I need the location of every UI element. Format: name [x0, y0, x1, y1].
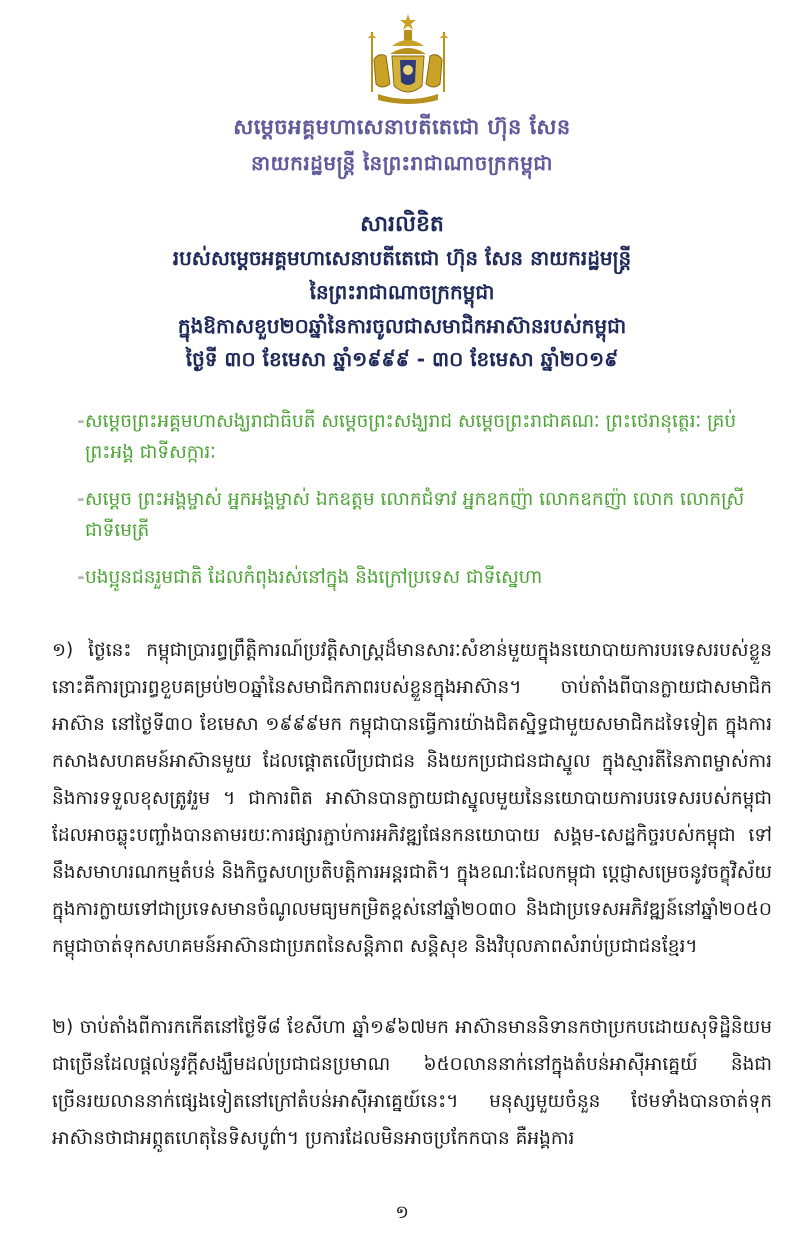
page-number: ១: [395, 1202, 409, 1223]
message-title-line-3: ក្នុងឱកាសខួប២០ឆ្នាំនៃការចូលជាសមាជិកអាស៊ានរបស់កម្ពុជា: [177, 314, 627, 338]
greeting-dash: -: [77, 567, 85, 588]
message-heading: សារលិខិត: [360, 212, 444, 237]
message-title-line-1: របស់សម្តេចអគ្គមហាសេនាបតីតេជោ ហ៊ុន សែន នាយករដ្ឋមន្ត្រី: [172, 246, 632, 270]
greeting-text: សម្តេចព្រះអគ្គមហាសង្ឃរាជាធិបតី សម្តេចព្រះសង្ឃរាជ សម្តេចព្រះរាជាគណៈ ព្រះថេរានុត្ថេរៈ គ្រប់ព្រះអង្គ ជាទីសក្ការៈ: [85, 411, 737, 463]
royal-emblem-icon: [368, 12, 448, 107]
greeting-dash: -: [77, 489, 85, 510]
greeting-item: [77, 406, 775, 468]
message-date-line: ថ្ងៃទី ៣០ ខែមេសា ឆ្នាំ១៩៩៩ - ៣០ ខែមេសា ឆ្នាំ២០១៩: [185, 347, 619, 371]
greeting-text: សម្តេច ព្រះអង្គម្ចាស់ អ្នកអង្គម្ចាស់ ឯកឧត្តម លោកជំទាវ អ្នកឧកញ៉ា លោកឧកញ៉ា លោក លោកស្រី ជាទីមេត្រី: [85, 489, 745, 541]
greeting-item: [77, 562, 775, 593]
body-paragraph-1: ១) ថ្ងៃនេះ កម្ពុជាប្រារព្ធព្រឹត្តិការណ៍ប្រវត្តិសាស្ត្រដ៏មានសារៈសំខាន់មួយក្នុងនយោបាយការបរទេសរបស់ខ្លួន នោះគឺការប្រារព្ធខួបគម្រប់២០ឆ្នាំនៃសមាជិកភាពរបស់ខ្លួនក្នុងអាស៊ាន។ ចាប់តាំងពីបានក្លាយជាសមាជិកអាស៊ាន នៅថ្ងៃទី៣០ ខែមេសា ១៩៩៩មក កម្ពុជាបានធ្វើការយ៉ាងជិតស្និទ្ធជាមួយសមាជិកដទៃទៀត ក្នុងការកសាងសហគមន៍អាស៊ានមួយ ដែលផ្តោតលើប្រជាជន និងយកប្រជាជនជាស្នូល ក្នុងស្មារតីនៃភាពម្ចាស់ការ និងការទទួលខុសត្រូវរួម ។ ជាការពិត អាស៊ានបានក្លាយជាស្នូលមួយនៃនយោបាយការបរទេសរបស់កម្ពុជា ដែលអាចឆ្លុះបញ្ចាំងបានតាមរយៈការផ្សារភ្ជាប់ការអភិវឌ្ឍផែនកនយោបាយ សង្គម-សេដ្ឋកិច្ចរបស់កម្ពុជា ទៅនឹងសមាហរណកម្មតំបន់ និងកិច្ចសហប្រតិបត្តិការអន្តរជាតិ។ ក្នុងខណៈដែលកម្ពុជា ប្តេជ្ញាសម្រេចនូវចក្ខុវិស័យក្នុងការក្លាយទៅជាប្រទេសមានចំណូលមធ្យមកម្រិតខ្ពស់នៅឆ្នាំ២០៣០ និងជាប្រទេសអភិវឌ្ឍន៍នៅឆ្នាំ២០៥០ កម្ពុជាចាត់ទុកសហគមន៍អាស៊ានជាប្រភពនៃសន្តិភាព សន្តិសុខ និងវិបុលភាពសំរាប់ប្រជាជនខ្មែរ។: [52, 640, 772, 957]
message-title-line-2: នៃព្រះរាជាណាចក្រកម្ពុជា: [309, 280, 495, 304]
greeting-text: បងប្អូនជនរួមជាតិ ដែលកំពុងរស់នៅក្នុង និងក្រៅប្រទេស ជាទីស្នេហា: [85, 567, 543, 588]
leader-name-line: សម្តេចអគ្គមហាសេនាបតីតេជោ ហ៊ុន សែន: [233, 115, 571, 139]
leader-position-line: នាយករដ្ឋមន្ត្រី នៃព្រះរាជាណាចក្រកម្ពុជា: [251, 151, 553, 175]
greeting-dash: -: [77, 411, 85, 432]
body-paragraph-2: ២) ចាប់តាំងពីការកកើតនៅថ្ងៃទី៨ ខែសីហា ឆ្នាំ១៩៦៧មក អាស៊ានមាននិទានកថាប្រកបដោយសុទិដ្ឋិនិយមជាច្រើនដែលផ្តល់នូវក្តីសង្ឃឹមដល់ប្រជាជនប្រមាណ ៦៥០លាននាក់នៅក្នុងតំបន់អាស៊ីអាគ្នេយ៍ និងជាច្រើនរយលាននាក់ផ្សេងទៀតនៅក្រៅតំបន់អាស៊ីអាគ្នេយ៍នេះ។ មនុស្សមួយចំនួន ថែមទាំងបានចាត់ទុកអាស៊ានថាជាអព្ភូតហេតុនៃទិសបូព៌ា។ ប្រការដែលមិនអាចប្រកែកបាន គឺអង្គការ: [52, 1017, 772, 1149]
greeting-item: [77, 484, 775, 546]
